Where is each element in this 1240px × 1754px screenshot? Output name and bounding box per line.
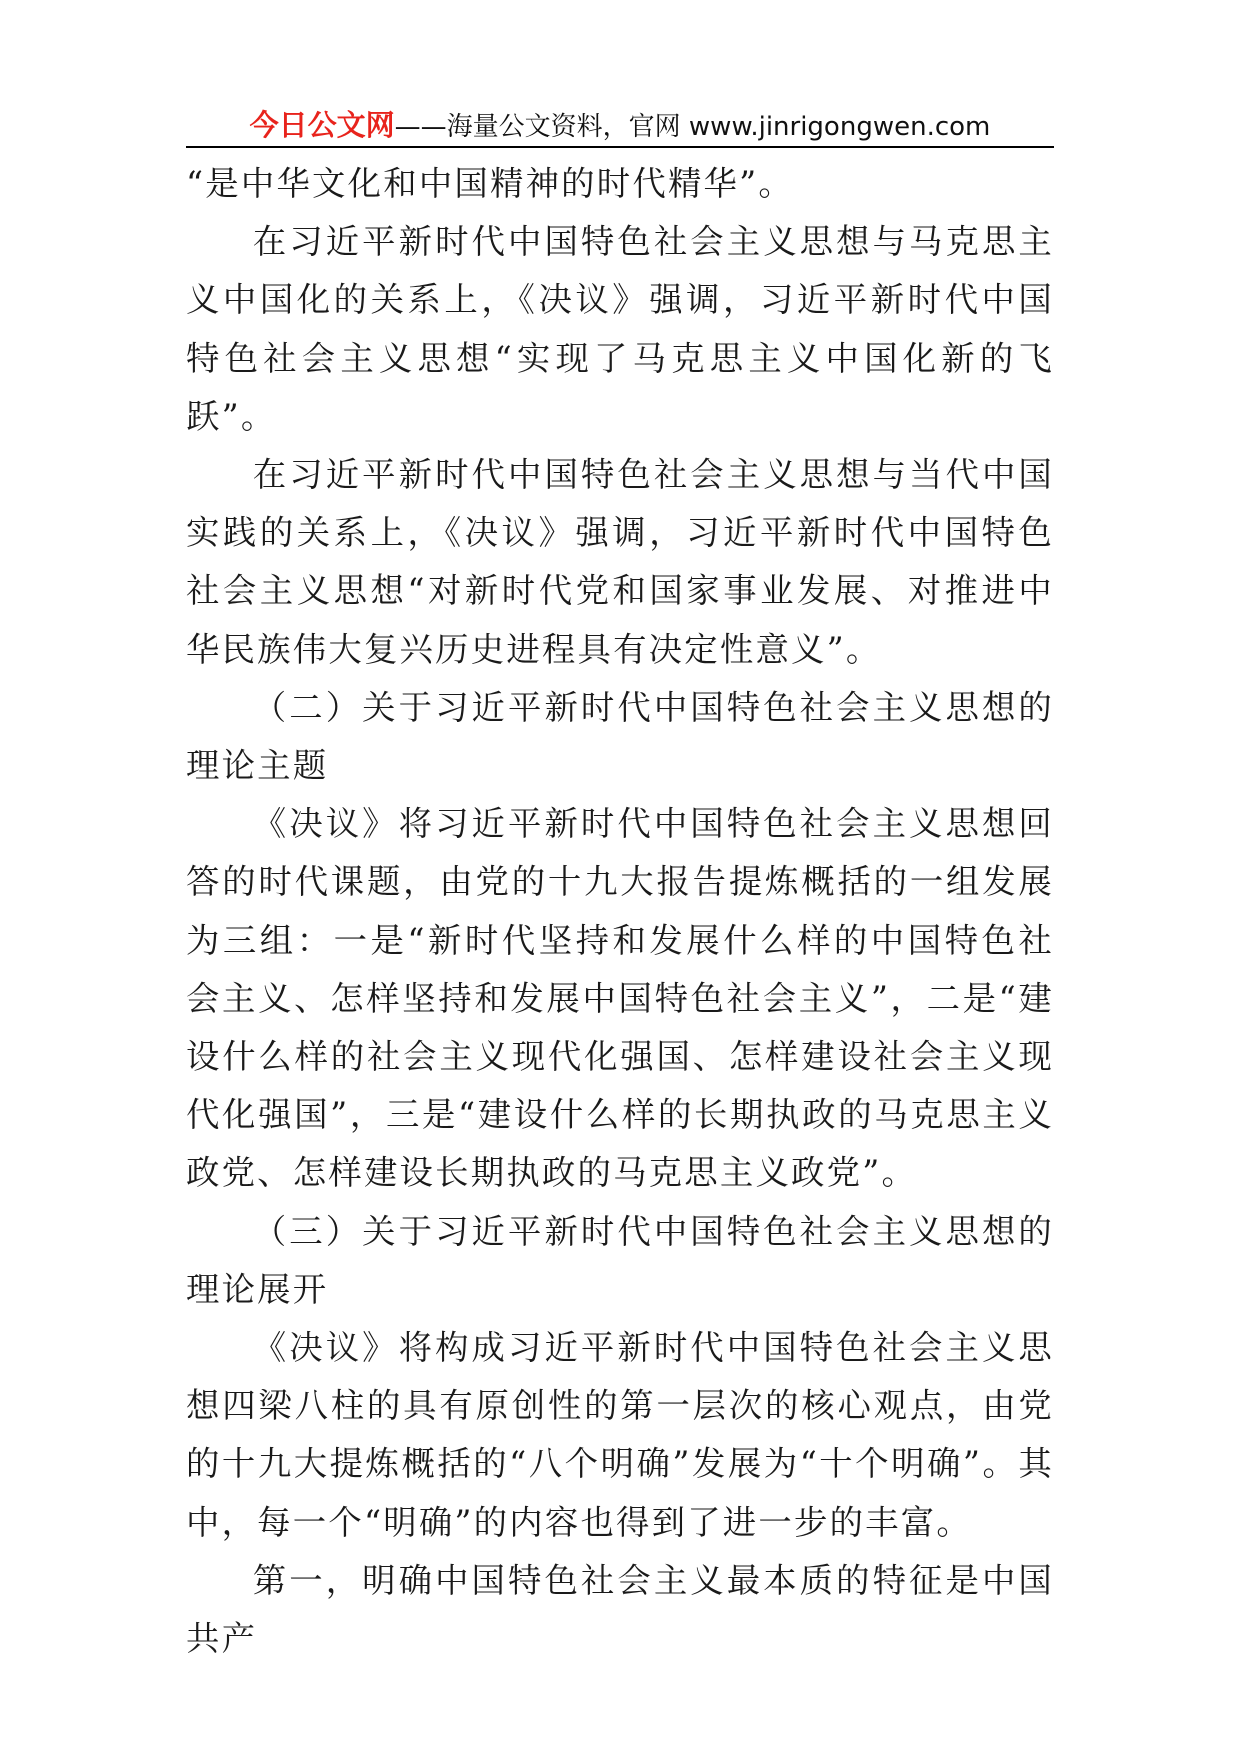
paragraph: 在习近平新时代中国特色社会主义思想与当代中国实践的关系上，《决议》强调，习近平新时代中国特色社会主义思想“对新时代党和国家事业发展、对推进中华民族伟大复兴历史进程具有决定性意义”。 — [186, 455, 1054, 669]
site-brand: 今日公文网 — [249, 108, 395, 142]
paragraph-continuation: “是中华文化和中国精神的时代精华”。 — [186, 164, 794, 203]
paragraph: 第一，明确中国特色社会主义最本质的特征是中国共产 — [186, 1560, 1054, 1659]
site-tagline: ——海量公文资料，官网 www.jinrigongwen.com — [394, 112, 991, 142]
paragraph: 《决议》将习近平新时代中国特色社会主义思想回答的时代课题，由党的十九大报告提炼概括的一组发展为三组：一是“新时代坚持和发展什么样的中国特色社会主义、怎样坚持和发展中国特色社会主义”，二是“建设什么样的社会主义现代化强国、怎样建设社会主义现代化强国”，三是“建设什么样的长期执政的马克思主义政党、怎样建设长期执政的马克思主义政党”。 — [186, 804, 1054, 1193]
page-header — [186, 102, 1054, 148]
section-heading: （二）关于习近平新时代中国特色社会主义思想的理论主题 — [186, 687, 1054, 786]
paragraph: 《决议》将构成习近平新时代中国特色社会主义思想四梁八柱的具有原创性的第一层次的核心观点，由党的十九大提炼概括的“八个明确”发展为“十个明确”。其中，每一个“明确”的内容也得到了进一步的丰富。 — [186, 1328, 1054, 1542]
document-body — [186, 155, 1054, 1668]
section-heading: （三）关于习近平新时代中国特色社会主义思想的理论展开 — [186, 1211, 1054, 1309]
paragraph: 在习近平新时代中国特色社会主义思想与马克思主义中国化的关系上，《决议》强调，习近平新时代中国特色社会主义思想“实现了马克思主义中国化新的飞跃”。 — [186, 222, 1054, 436]
